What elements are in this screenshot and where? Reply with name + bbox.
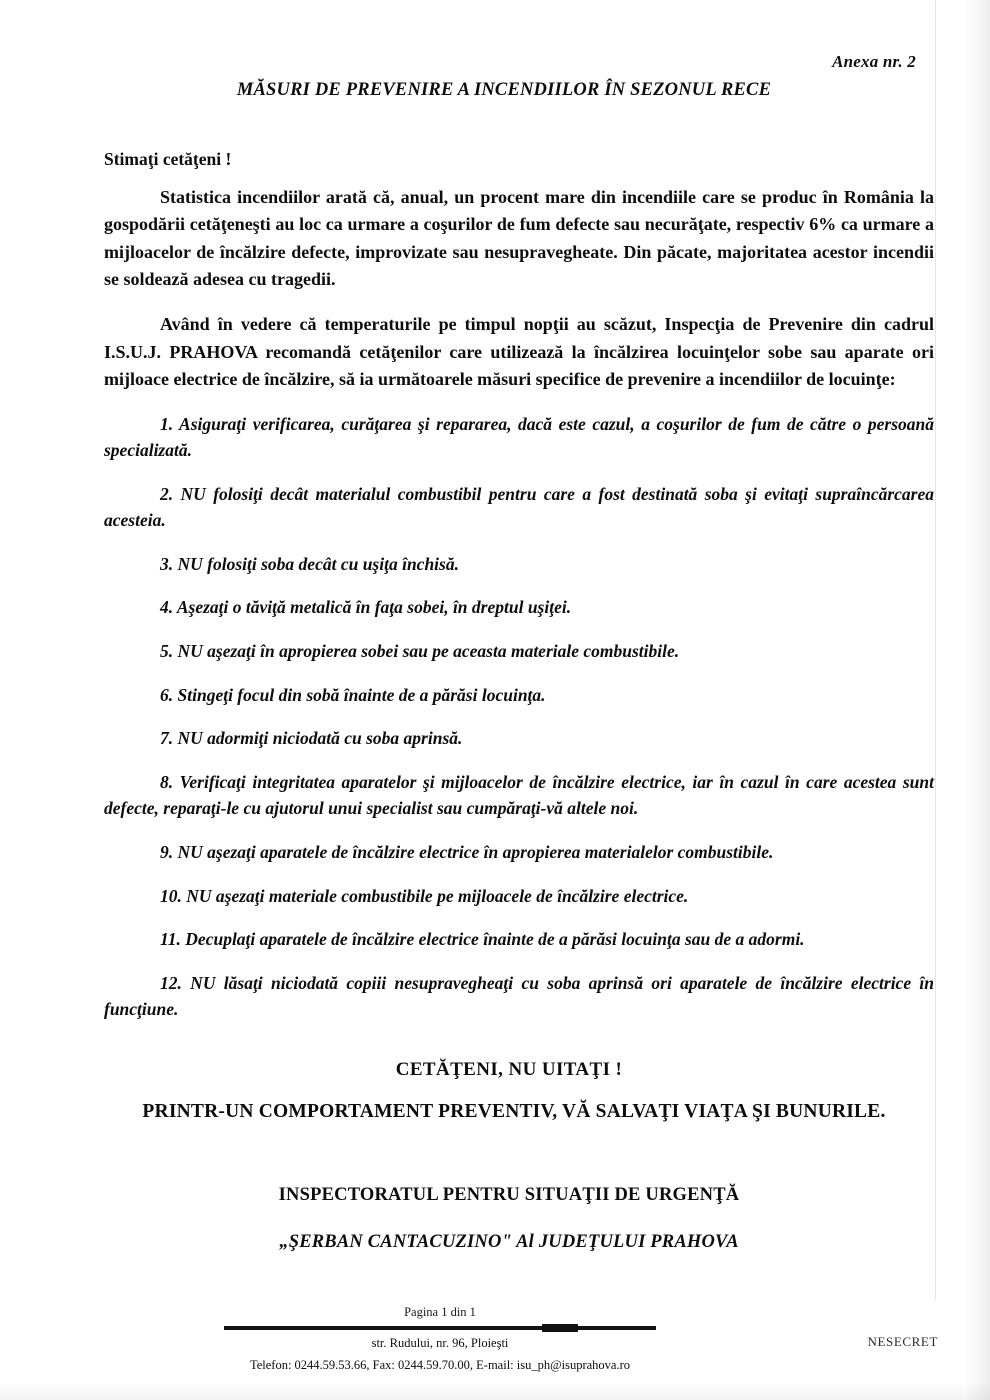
footer-contact: Telefon: 0244.59.53.66, Fax: 0244.59.70.00, E-mail: isu_ph@isuprahova.ro xyxy=(249,1358,631,1373)
document-body xyxy=(104,52,934,1253)
annex-label: Anexa nr. 2 xyxy=(832,52,916,71)
measure-item: 2. NU folosiţi decât materialul combustibil pentru care a fost destinată soba şi evitaţi supraîncărcarea acesteia. xyxy=(104,483,934,531)
callout-line-1: CETĂŢENI, NU UITAŢI ! xyxy=(395,1059,623,1081)
page-title: MĂSURI DE PREVENIRE A INCENDIILOR ÎN SEZONUL RECE xyxy=(236,80,772,100)
measure-item: 1. Asiguraţi verificarea, curăţarea şi repararea, dacă este cazul, a coşurilor de fum de către o persoană specializată. xyxy=(104,413,934,461)
footer-page-number: Pagina 1 din 1 xyxy=(404,1305,476,1320)
measure-item: 4. Aşezaţi o tăviţă metalică în faţa sobei, în dreptul uşiţei. xyxy=(160,597,572,618)
measure-item: 6. Stingeţi focul din sobă înainte de a părăsi locuinţa. xyxy=(160,684,546,705)
organization-line-2: „ŞERBAN CANTACUZINO" Al JUDEŢULUI PRAHOVA xyxy=(279,1232,739,1253)
measure-item: 8. Verificaţi integritatea aparatelor şi mijloacelor de încălzire electrice, iar în cazul în care acestea sunt defecte, reparaţi-le cu ajutorul unui specialist sau cumpăraţi-vă altele noi. xyxy=(104,771,934,819)
classification-marking: NESECRET xyxy=(867,1334,938,1349)
measure-item: 12. NU lăsaţi niciodată copiii nesupravegheaţi cu soba aprinsă ori aparatele de încălzire electrice în funcţiune. xyxy=(104,972,934,1020)
intro-paragraph-1: Statistica incendiilor arată că, anual, un procent mare din incendiile care se produc în România la gospodării cetăţeneşti au loc ca urmare a coşurilor de fum defecte sau necurăţate, respectiv 6% ca urmare a mijloacelor de încălzire defecte, improvizate sau nesupravegheate. Din păcate, majoritatea acestor incendii se soldează adesea cu tragedii. xyxy=(104,187,934,290)
intro-paragraph-2: Având în vedere că temperaturile pe timpul nopţii au scăzut, Inspecţia de Prevenire din cadrul I.S.U.J. PRAHOVA recomandă cetăţenilor care utilizează la încălzirea locuinţelor sobe sau aparate ori mijloace electrice de încălzire, să ia următoarele măsuri specifice de prevenire a incendiilor de locuinţe: xyxy=(104,314,934,390)
measure-item: 7. NU adormiţi niciodată cu soba aprinsă. xyxy=(160,728,463,749)
measure-item: 11. Decuplaţi aparatele de încălzire electrice înainte de a părăsi locuinţa sau de a adormi. xyxy=(160,929,805,950)
measure-item: 3. NU folosiţi soba decât cu uşiţa închisă. xyxy=(160,553,459,574)
scan-edge-shadow-bottom xyxy=(0,1382,990,1400)
scan-edge-shadow-right xyxy=(964,0,990,1400)
measure-item: 9. NU aşezaţi aparatele de încălzire electrice în apropierea materialelor combustibile. xyxy=(160,842,774,863)
measure-item: 10. NU aşezaţi materiale combustibile pe mijloacele de încălzire electrice. xyxy=(160,885,689,906)
salutation: Stimaţi cetăţeni ! xyxy=(104,149,232,169)
measure-item: 5. NU aşezaţi în apropierea sobei sau pe aceasta materiale combustibile. xyxy=(160,641,680,662)
page-footer xyxy=(0,1305,990,1374)
footer-address: str. Rudului, nr. 96, Ploieşti xyxy=(371,1336,509,1351)
callout-line-2: PRINTR-UN COMPORTAMENT PREVENTIV, VĂ SALVAŢI VIAŢA ŞI BUNURILE. xyxy=(142,1101,886,1123)
scan-fold-line xyxy=(935,0,936,1300)
footer-divider xyxy=(224,1326,656,1330)
organization-line-1: INSPECTORATUL PENTRU SITUAŢII DE URGENŢĂ xyxy=(278,1185,740,1206)
